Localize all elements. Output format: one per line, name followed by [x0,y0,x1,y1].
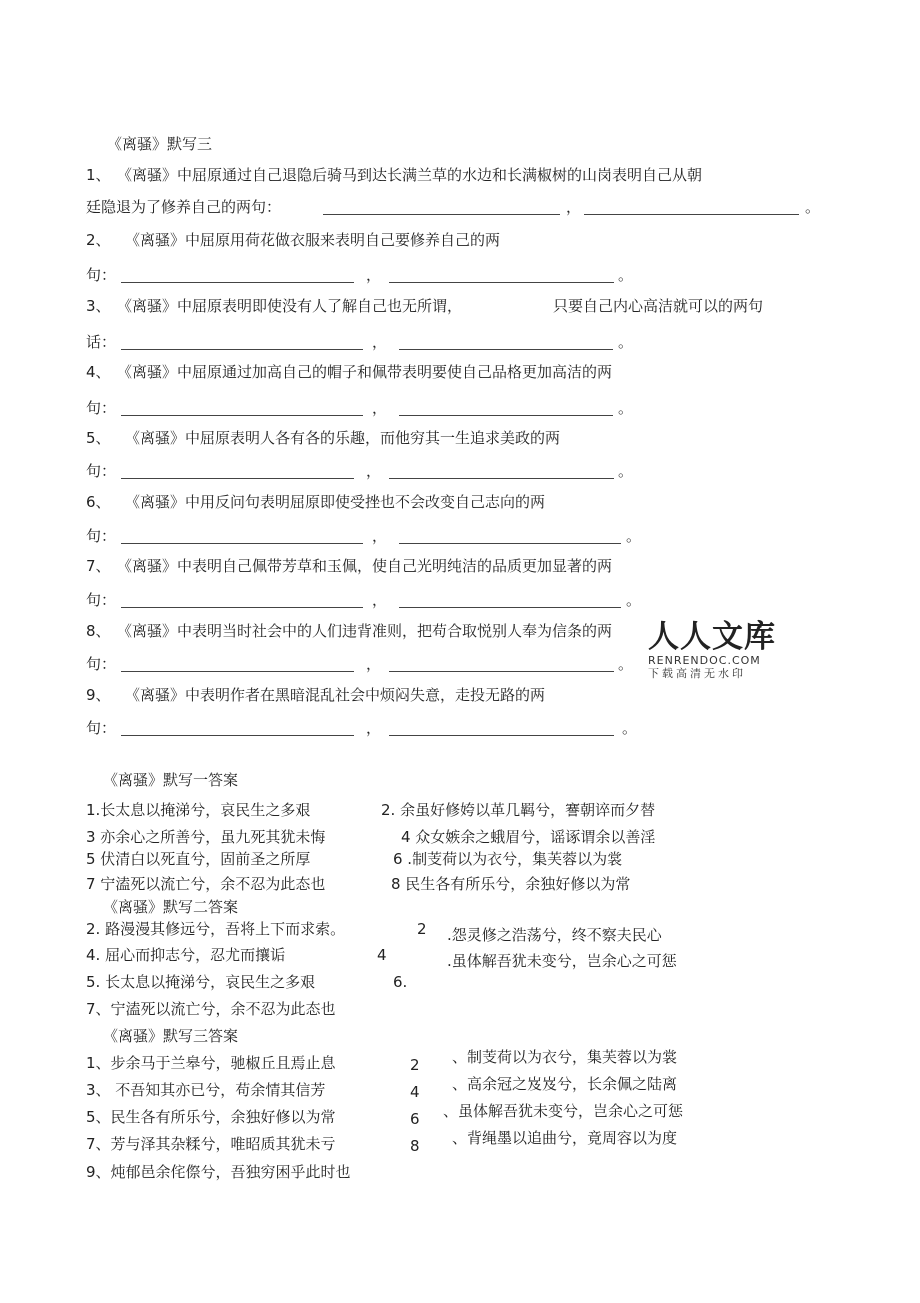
separator: ， [366,266,382,284]
answer-blank[interactable] [323,214,560,215]
question-text: 《离骚》中屈原通过自己退隐后骑马到达长满兰草的水边和长满椒树的山岗表明自己从朝 [117,166,703,184]
separator: ， [372,399,388,417]
end-mark: 。 [626,591,642,609]
question-continuation: 句： [86,719,117,737]
question-number: 5、 [86,429,111,447]
watermark-logo: 人人文库 [648,619,776,655]
question-number: 7、 [86,557,111,575]
answer-number: 2 [417,920,427,938]
question-text: 《离骚》中屈原通过加高自己的帽子和佩带表明要使自己品格更加高洁的两 [117,363,613,381]
answer-blank[interactable] [584,214,799,215]
answer-number: 4 [377,946,387,964]
answer-blank[interactable] [399,607,621,608]
answer-number: 4 [410,1083,420,1101]
answer-item: 、制芰荷以为衣兮，集芙蓉以为裳 [452,1048,678,1066]
answer-blank[interactable] [121,735,354,736]
answer-blank[interactable] [121,478,354,479]
watermark [648,620,778,681]
answers-heading: 《离骚》默写一答案 [103,771,239,789]
answer-blank[interactable] [399,349,613,350]
question-number: 3、 [86,297,111,315]
answer-blank[interactable] [121,415,363,416]
question-continuation: 句： [86,399,117,417]
watermark-tagline: 下载高清无水印 [648,667,746,680]
answer-blank[interactable] [121,671,354,672]
answer-blank[interactable] [389,478,614,479]
answer-item: .怨灵修之浩荡兮，终不察夫民心 [447,926,662,944]
end-mark: 。 [805,198,821,216]
end-mark: 。 [626,527,642,545]
separator: ， [566,198,582,216]
question-continuation: 廷隐退为了修养自己的两句： [86,198,282,216]
answer-item: 3 亦余心之所善兮，虽九死其犹未悔 [86,828,326,846]
end-mark: 。 [618,399,634,417]
answer-number: 6. [393,973,408,991]
answer-item: 9、炖郁邑余侘傺兮，吾独穷困乎此时也 [86,1163,351,1181]
separator: ， [366,462,382,480]
answer-number: 2 [410,1056,420,1074]
question-continuation: 句： [86,266,117,284]
answer-item: 、虽体解吾犹未变兮，岂余心之可惩 [443,1102,684,1120]
answer-blank[interactable] [121,607,363,608]
answer-item: 1.长太息以掩涕兮，哀民生之多艰 [86,801,311,819]
answer-item: 5 伏清白以死直兮，固前圣之所厚 [86,850,311,868]
answer-item: 7 宁溘死以流亡兮，余不忍为此态也 [86,875,326,893]
answer-blank[interactable] [399,415,613,416]
end-mark: 。 [618,655,634,673]
question-number: 8、 [86,622,111,640]
question-number: 1、 [86,166,111,184]
answer-item: 2. 路漫漫其修远兮，吾将上下而求索。 [86,920,346,938]
question-text: 《离骚》中表明当时社会中的人们违背准则，把苟合取悦别人奉为信条的两 [117,622,613,640]
question-text: 《离骚》中屈原表明人各有各的乐趣，而他穷其一生追求美政的两 [125,429,561,447]
separator: ， [366,719,382,737]
question-continuation: 话： [86,333,117,351]
question-text: 《离骚》中表明自己佩带芳草和玉佩，使自己光明纯洁的品质更加显著的两 [117,557,613,575]
answer-item: 7、芳与泽其杂糅兮，唯昭质其犹未亏 [86,1135,336,1153]
answer-number: 6 [410,1110,420,1128]
question-number: 4、 [86,363,111,381]
separator: ， [372,333,388,351]
question-text-2: 只要自己内心高洁就可以的两句 [553,297,764,315]
answer-item: 、背绳墨以追曲兮，竟周容以为度 [452,1129,678,1147]
question-text: 《离骚》中屈原用荷花做衣服来表明自己要修养自己的两 [125,231,501,249]
question-number: 9、 [86,686,111,704]
end-mark: 。 [618,462,634,480]
answer-item: 4. 屈心而抑志兮，忍尤而攘诟 [86,946,286,964]
question-number: 6、 [86,493,111,511]
answer-item: 、高余冠之岌岌兮，长余佩之陆离 [452,1075,678,1093]
answer-item: 5、民生各有所乐兮，余独好修以为常 [86,1108,336,1126]
question-continuation: 句： [86,655,117,673]
answers-heading: 《离骚》默写三答案 [103,1027,239,1045]
end-mark: 。 [622,719,638,737]
answer-blank[interactable] [389,282,614,283]
answer-item: 7、宁溘死以流亡兮，余不忍为此态也 [86,1000,336,1018]
question-number: 2、 [86,231,111,249]
question-text: 《离骚》中表明作者在黑暗混乱社会中烦闷失意，走投无路的两 [125,686,546,704]
answer-item: 2. 余虽好修姱以革几羁兮，謇朝谇而夕替 [381,801,656,819]
answer-blank[interactable] [121,543,363,544]
question-continuation: 句： [86,527,117,545]
separator: ， [366,655,382,673]
watermark-domain: RENRENDOC.COM [648,654,761,667]
answer-item: 5. 长太息以掩涕兮，哀民生之多艰 [86,973,316,991]
answer-item: .虽体解吾犹未变兮，岂余心之可惩 [447,952,677,970]
answer-item: 1、步余马于兰皋兮，驰椒丘且焉止息 [86,1054,336,1072]
question-text: 《离骚》中用反问句表明屈原即使受挫也不会改变自己志向的两 [125,493,546,511]
answer-item: 4 众女嫉余之蛾眉兮，谣诼谓余以善淫 [401,828,656,846]
separator: ， [372,591,388,609]
answer-item: 8 民生各有所乐兮，余独好修以为常 [391,875,631,893]
answer-blank[interactable] [121,282,354,283]
end-mark: 。 [618,266,634,284]
question-continuation: 句： [86,462,117,480]
worksheet-title: 《离骚》默写三 [107,135,213,153]
answer-item: 6 .制芰荷以为衣兮，集芙蓉以为裳 [393,850,623,868]
question-text: 《离骚》中屈原表明即使没有人了解自己也无所谓， [117,297,463,315]
answer-blank[interactable] [399,543,621,544]
question-continuation: 句： [86,591,117,609]
answer-blank[interactable] [389,671,614,672]
answers-heading: 《离骚》默写二答案 [103,898,239,916]
end-mark: 。 [618,333,634,351]
answer-blank[interactable] [389,735,614,736]
answer-number: 8 [410,1137,420,1155]
answer-item: 3、 不吾知其亦已兮，苟余情其信芳 [86,1081,326,1099]
answer-blank[interactable] [121,349,363,350]
separator: ， [372,527,388,545]
